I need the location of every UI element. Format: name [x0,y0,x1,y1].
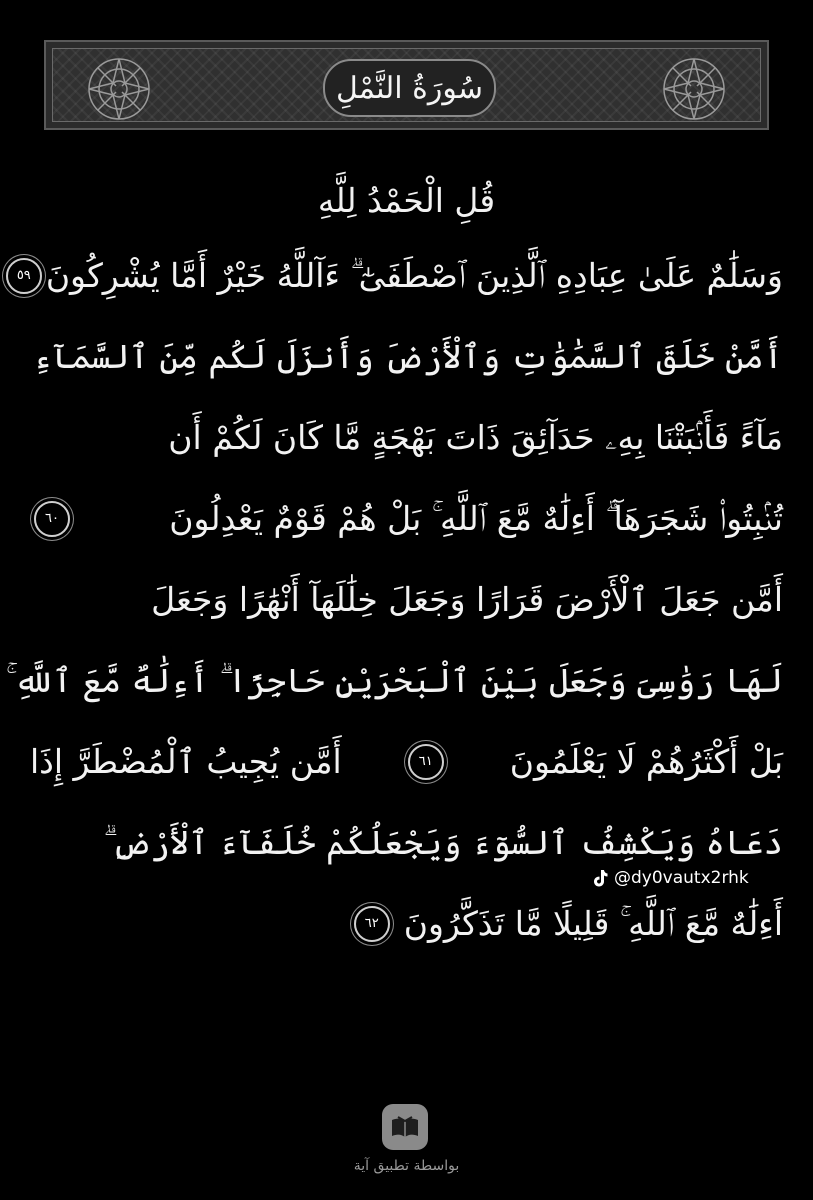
verse-text: أَمَّنْ خَلَقَ ٱلسَّمَٰوَٰتِ وَٱلْأَرْضَ وَأَنزَلَ لَكُم مِّنَ ٱلسَّمَآءِ [32,337,783,376]
verse-text: أَمَّن جَعَلَ ٱلْأَرْضَ قَرَارًا وَجَعَلَ خِلَٰلَهَآ أَنْهَٰرًا وَجَعَلَ [151,580,783,619]
surah-title-cartouche [323,59,496,117]
ayah-number-marker: ٦٠ [34,501,70,537]
verse-line [30,316,783,397]
verse-line [30,478,783,559]
banner-ornament [52,48,761,122]
verse-line [30,883,783,964]
verse-text: أَمَّن يُجِيبُ ٱلْمُضْطَرَّ إِذَا [30,742,342,781]
ayah-number-marker: ٦٢ [354,906,390,942]
ayah-number-marker: ٥٩ [6,258,42,294]
verse-text: أَءِلَٰهٌ مَّعَ ٱللَّهِ ۚ قَلِيلًا مَّا تَذَكَّرُونَ [403,903,783,943]
verse-line [16,235,783,316]
app-badge[interactable] [382,1104,428,1150]
surah-header-banner [44,40,769,130]
ayah-number-marker: ٦١ [408,744,444,780]
verse-line [30,559,783,640]
verse-line [30,721,783,802]
tiktok-watermark [592,868,749,888]
verse-line [30,397,783,478]
verse-line [30,165,783,235]
watermark-handle: @dy0vautx2rhk [614,868,749,888]
surah-title: سُورَةُ النَّمْلِ [336,70,483,106]
verses-block [5,165,783,964]
verse-text: قُلِ الْحَمْدُ لِلَّهِ [317,180,496,220]
quran-book-icon [390,1114,420,1140]
verse-text: مَآءً فَأَنۢبَتْنَا بِهِۦ حَدَآئِقَ ذَاتَ بَهْجَةٍ مَّا كَانَ لَكُمْ أَن [168,417,783,457]
verse-line [5,640,783,721]
verse-text: لَهَا رَوَٰسِىَ وَجَعَلَ بَيْنَ ٱلْبَحْرَيْنِ حَاجِزًا ۗ أَءِلَٰهٌ مَّعَ ٱللَّهِ ۚ [5,660,783,700]
app-credit: بواسطة تطبيق آية [353,1158,460,1174]
verse-text: تُنۢبِتُوا۟ شَجَرَهَآ ۗ أَءِلَٰهٌ مَّعَ ٱللَّهِ ۚ بَلْ هُمْ قَوْمٌ يَعْدِلُونَ [169,498,783,538]
verse-text: بَلْ أَكْثَرُهُمْ لَا يَعْلَمُونَ [509,742,783,781]
verse-text: دَعَاهُ وَيَكْشِفُ ٱلسُّوٓءَ وَيَجْعَلُكُمْ خُلَفَآءَ ٱلْأَرْضِ ۗ [103,822,783,862]
tiktok-icon [592,869,608,887]
rosette-ornament-icon [83,53,155,125]
rosette-ornament-icon [658,53,730,125]
verse-text: وَسَلَٰمٌ عَلَىٰ عِبَادِهِ ٱلَّذِينَ ٱصْطَفَىٰٓ ۗ ءَآللَّهُ خَيْرٌ أَمَّا يُشْرِكُونَ [45,255,783,295]
